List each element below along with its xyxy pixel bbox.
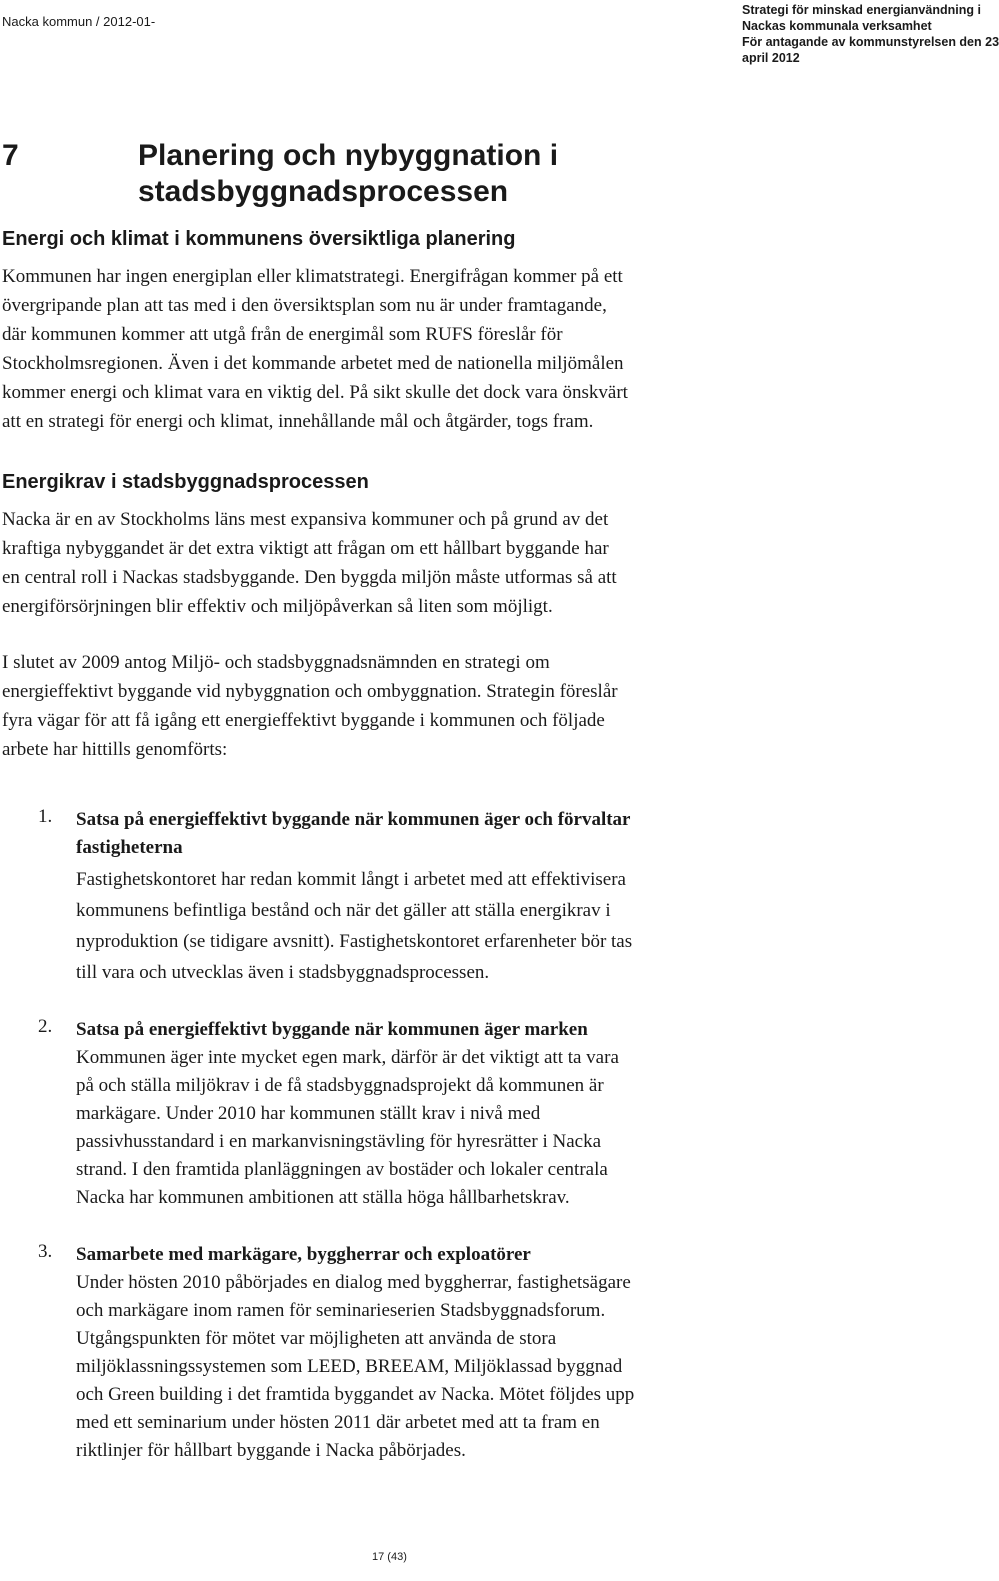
text-line: Fastighetskontoret har redan kommit långt i arbetet med att effektivisera	[76, 869, 626, 890]
text-line: kommer energi och klimat vara en viktig del. På sikt skulle det dock vara önskvärt	[2, 382, 628, 403]
header-right-line: april 2012	[742, 51, 800, 65]
list-item-heading: Satsa på energieffektivt byggande när kommunen äger marken	[76, 1019, 588, 1040]
list-item	[76, 806, 816, 988]
list-item-heading: Satsa på energieffektivt byggande när kommunen äger och förvaltar	[76, 809, 631, 830]
section-heading-energy-climate: Energi och klimat i kommunens översiktliga planering	[2, 228, 516, 250]
header-right-line: Nackas kommunala verksamhet	[742, 19, 932, 33]
text-line: med ett seminarium under hösten 2011 där arbetet med att ta fram en	[76, 1412, 600, 1433]
list-item	[76, 1016, 816, 1212]
section2-paragraph-2	[2, 648, 802, 764]
page-number: 17 (43)	[372, 1551, 407, 1563]
list-item-number: 2.	[38, 1016, 53, 1037]
text-line: till vara och utvecklas även i stadsbyggnadsprocessen.	[76, 962, 490, 983]
text-line: energieffektivt byggande vid nybyggnation och ombyggnation. Strategin föreslår	[2, 681, 618, 702]
text-line: Kommunen äger inte mycket egen mark, därför är det viktigt att ta vara	[76, 1047, 619, 1068]
text-line: en central roll i Nackas stadsbyggande. Den byggda miljön måste utformas så att	[2, 567, 617, 588]
section2-paragraph-1	[2, 505, 802, 621]
text-line: där kommunen kommer att utgå från de energimål som RUFS föreslår för	[2, 324, 563, 345]
text-line: Nacka är en av Stockholms läns mest expansiva kommuner och på grund av det	[2, 509, 609, 530]
text-line: och markägare inom ramen för seminarieserien Stadsbyggnadsforum.	[76, 1300, 606, 1321]
text-line: strand. I den framtida planläggningen av bostäder och lokaler centrala	[76, 1159, 608, 1180]
list-item-number: 1.	[38, 806, 53, 827]
text-line: Nacka har kommunen ambitionen att ställa höga hållbarhetskrav.	[76, 1187, 570, 1208]
text-line: kommunens befintliga bestånd och när det gäller att ställa energikrav i	[76, 900, 611, 921]
chapter-number: 7	[2, 139, 19, 172]
list-item-number: 3.	[38, 1241, 53, 1262]
text-line: nyproduktion (se tidigare avsnitt). Fastighetskontoret erfarenheter bör tas	[76, 931, 633, 952]
text-line: och Green building i det framtida byggandet av Nacka. Mötet följdes upp	[76, 1384, 635, 1405]
text-line: arbete har hittills genomförts:	[2, 739, 228, 760]
text-line: kraftiga nybyggandet är det extra viktigt att frågan om ett hållbart byggande har	[2, 538, 609, 559]
list-item	[76, 1241, 816, 1465]
chapter-title-line: Planering och nybyggnation i	[138, 139, 559, 172]
text-line: Under hösten 2010 påbörjades en dialog med byggherrar, fastighetsägare	[76, 1272, 631, 1293]
list-item-heading: fastigheterna	[76, 837, 183, 858]
text-line: på och ställa miljökrav i de få stadsbyggnadsprojekt då kommunen är	[76, 1075, 604, 1096]
header-right-line: För antagande av kommunstyrelsen den 23	[742, 35, 999, 49]
text-line: Stockholmsregionen. Även i det kommande arbetet med de nationella miljömålen	[2, 353, 624, 374]
text-line: passivhusstandard i en markanvisningstävling för hyresrätter i Nacka	[76, 1131, 601, 1152]
list-item-body	[76, 864, 816, 988]
text-line: riktlinjer för hållbart byggande i Nacka påbörjades.	[76, 1440, 466, 1461]
text-line: markägare. Under 2010 har kommunen ställt krav i nivå med	[76, 1103, 541, 1124]
text-line: fyra vägar för att få igång ett energieffektivt byggande i kommunen och följade	[2, 710, 605, 731]
text-line: Utgångspunkten för mötet var möjligheten att använda de stora	[76, 1328, 557, 1349]
section1-paragraph	[2, 262, 802, 436]
text-line: Kommunen har ingen energiplan eller klimatstrategi. Energifrågan kommer på ett	[2, 266, 623, 287]
text-line: energiförsörjningen blir effektiv och miljöpåverkan så liten som möjligt.	[2, 596, 553, 617]
header-right	[742, 2, 999, 66]
header-left: Nacka kommun / 2012-01-	[2, 14, 156, 29]
text-line: att en strategi för energi och klimat, innehållande mål och åtgärder, togs fram.	[2, 411, 594, 432]
chapter-title	[138, 138, 838, 210]
text-line: övergripande plan att tas med i den översiktsplan som nu är under framtagande,	[2, 295, 607, 316]
list-item-heading: Samarbete med markägare, byggherrar och exploatörer	[76, 1244, 531, 1265]
text-line: miljöklassningssystemen som LEED, BREEAM, Miljöklassad byggnad	[76, 1356, 623, 1377]
section-heading-energy-requirements: Energikrav i stadsbyggnadsprocessen	[2, 471, 369, 493]
header-right-line: Strategi för minskad energianvändning i	[742, 3, 981, 17]
text-line: I slutet av 2009 antog Miljö- och stadsbyggnadsnämnden en strategi om	[2, 652, 550, 673]
chapter-title-line: stadsbyggnadsprocessen	[138, 175, 509, 208]
